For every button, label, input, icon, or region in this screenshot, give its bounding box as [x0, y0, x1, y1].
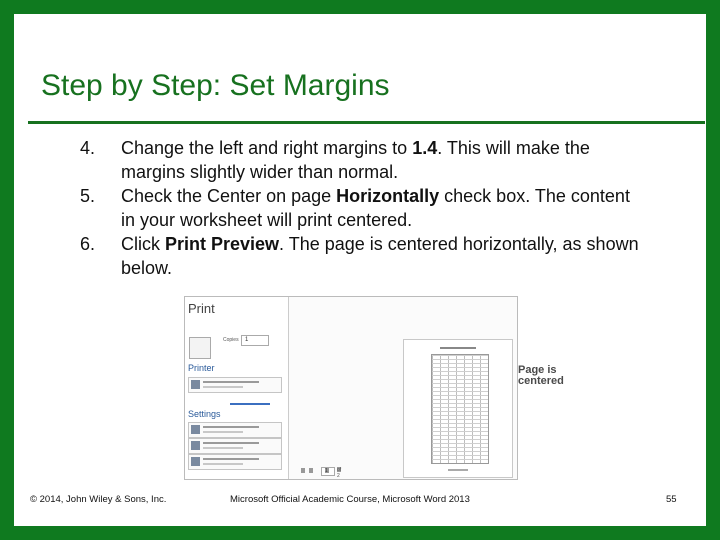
settings-dropdown	[188, 438, 282, 454]
preview-table	[431, 354, 489, 464]
copies-label: Copies	[223, 337, 239, 343]
slide-title: Step by Step: Set Margins	[41, 69, 390, 102]
page-number-box: 1	[321, 467, 335, 476]
copies-field	[241, 335, 269, 346]
step-text: Check the Center on page	[121, 186, 337, 206]
print-settings-panel	[185, 297, 289, 479]
centered-callout: Page is centered	[518, 364, 564, 387]
step-number: 6.	[80, 234, 96, 254]
step-bold: Horizontally	[336, 186, 440, 206]
settings-dropdown	[188, 454, 282, 470]
settings-heading: Settings	[188, 409, 221, 419]
step-text: . This will make the margins slightly wider than normal.	[121, 138, 590, 182]
print-button	[189, 337, 211, 359]
page-count: of 2	[337, 467, 342, 479]
title-rule	[28, 121, 705, 124]
step-item	[80, 136, 640, 184]
page-navigation	[299, 467, 369, 479]
printer-dropdown	[188, 377, 282, 393]
step-text: Change the left and right margins to	[121, 138, 413, 158]
step-item	[80, 184, 640, 232]
print-preview-screenshot	[184, 296, 518, 480]
print-panel-title: Print	[188, 301, 215, 316]
step-text: . The page is centered horizontally, as shown below.	[121, 234, 639, 278]
printer-icon	[191, 380, 200, 389]
page-preview	[403, 339, 513, 478]
step-text: Click	[121, 234, 165, 254]
step-number: 4.	[80, 138, 96, 158]
step-text: check box. The content in your worksheet will print centered.	[121, 186, 630, 230]
copies-value: 1	[245, 337, 249, 343]
step-bold: 1.4	[412, 138, 438, 158]
prev-page-icon	[301, 468, 305, 473]
step-item	[80, 232, 640, 280]
first-page-icon	[309, 468, 313, 473]
step-number: 5.	[80, 186, 96, 206]
slide	[14, 14, 706, 526]
step-bold: Print Preview	[165, 234, 280, 254]
footer-copyright: © 2014, John Wiley & Sons, Inc.	[30, 494, 167, 505]
settings-dropdown	[188, 422, 282, 438]
footer-course: Microsoft Official Academic Course, Microsoft Word 2013	[230, 494, 470, 505]
printer-heading: Printer	[188, 363, 215, 373]
steps-list	[80, 136, 640, 280]
footer-page-number: 55	[666, 494, 677, 505]
printer-properties-link	[230, 403, 270, 405]
